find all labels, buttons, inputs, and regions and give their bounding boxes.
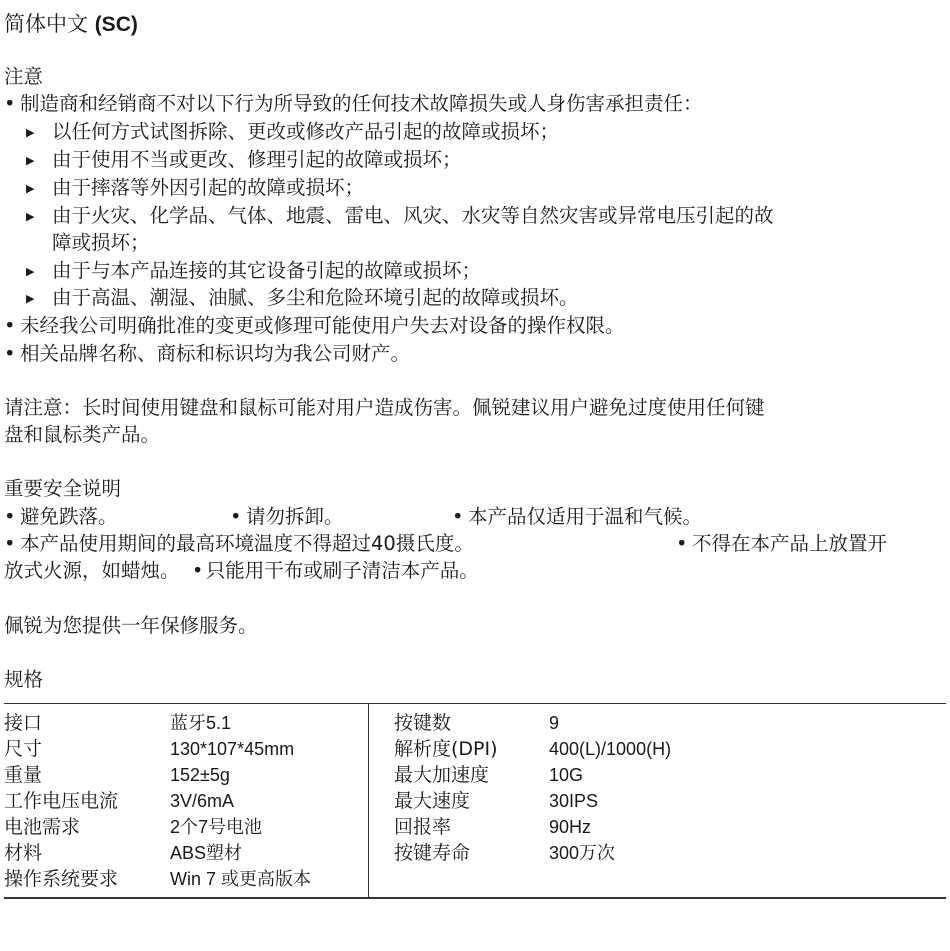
spec-value: ABS塑材 — [170, 843, 243, 863]
spec-table-divider — [368, 704, 369, 897]
spec-row: 回报率 — [394, 816, 452, 838]
safety-item-no-drop: • 避免跌落。 — [4, 505, 118, 528]
spec-value: 130*107*45mm — [170, 739, 295, 759]
specs-heading: 规格 — [4, 668, 44, 691]
notice-heading: 注意 — [4, 65, 44, 88]
safety-row-2 — [4, 530, 946, 557]
spec-value: 152±5g — [170, 765, 230, 785]
spec-value: 400(L)/1000(H) — [549, 739, 672, 759]
safety-row-3 — [4, 557, 479, 584]
notice-bullet-1: • 制造商和经销商不对以下行为所导致的任何技术故障损失或人身伤害承担责任： — [4, 92, 703, 115]
notice-sub-item-1: ▶ 以任何方式试图拆除、更改或修改产品引起的故障或损坏； — [26, 120, 560, 143]
notice-sub-item-5: ▶ 由于与本产品连接的其它设备引起的故障或损坏； — [26, 259, 482, 282]
notice-bullet-2: • 未经我公司明确批准的变更或修理可能使用户失去对设备的操作权限。 — [4, 314, 625, 337]
safety-item-clean: • 只能用干布或刷子清洁本产品。 — [185, 559, 479, 582]
notice-bullet-3: • 相关品牌名称、商标和标识均为我公司财产。 — [4, 342, 411, 365]
spec-row: 最大加速度 — [394, 764, 490, 786]
spec-value: 2个7号电池 — [170, 817, 263, 837]
spec-row: 尺寸 — [4, 738, 43, 760]
spec-value: 30IPS — [549, 791, 599, 811]
spec-value: 9 — [549, 713, 560, 733]
safety-row-1 — [4, 503, 946, 530]
spec-row: 重量 — [4, 764, 43, 786]
warranty-text: 佩锐为您提供一年保修服务。 — [4, 614, 258, 637]
notice-sub-item-4: ▶ 由于火灾、化学品、气体、地震、雷电、风灾、水灾等自然灾害或异常电压引起的故 — [26, 204, 774, 227]
notice-sub-item-2: ▶ 由于使用不当或更改、修理引起的故障或损坏； — [26, 148, 462, 171]
safety-item-no-disassemble: • 请勿拆卸。 — [230, 505, 344, 528]
spec-row: 操作系统要求 — [4, 868, 119, 890]
language-heading — [4, 8, 138, 38]
spec-value: 10G — [549, 765, 584, 785]
notice-sub-item-6: ▶ 由于高温、潮湿、油腻、多尘和危险环境引起的故障或损坏。 — [26, 286, 579, 309]
notice-sub-item-3: ▶ 由于摔落等外因引起的故障或损坏； — [26, 176, 365, 199]
spec-row: 材料 — [4, 842, 43, 864]
spec-value: 蓝牙5.1 — [170, 713, 232, 733]
spec-row: 按键数 — [394, 712, 452, 734]
spec-row: 工作电压电流 — [4, 790, 119, 812]
spec-value: Win 7 或更高版本 — [170, 869, 312, 889]
spec-row: 解析度(DPI) — [394, 738, 498, 760]
spec-value: 300万次 — [549, 843, 616, 863]
spec-row: 最大速度 — [394, 790, 471, 812]
spec-row: 接口 — [4, 712, 43, 734]
language-code: (SC) — [94, 13, 138, 36]
language-name: 简体中文 — [4, 12, 88, 36]
spec-row: 按键寿命 — [394, 842, 471, 864]
caution-line-1: 请注意：长时间使用键盘和鼠标可能对用户造成伤害。佩锐建议用户避免过度使用任何键 — [4, 396, 765, 419]
safety-item-mild-climate: • 本产品仅适用于温和气候。 — [452, 505, 703, 528]
spec-value: 3V/6mA — [170, 791, 235, 811]
safety-item-no-open-flame: • 不得在本产品上放置开 — [676, 532, 888, 555]
spec-row: 电池需求 — [4, 816, 81, 838]
spec-table — [4, 703, 946, 899]
safety-heading: 重要安全说明 — [4, 477, 122, 500]
safety-item-no-open-flame-continued: 放式火源，如蜡烛。 — [4, 559, 180, 582]
notice-sub-item-4-continued: 障或损坏； — [52, 231, 150, 254]
spec-value: 90Hz — [549, 817, 592, 837]
caution-line-2: 盘和鼠标类产品。 — [4, 423, 161, 446]
safety-item-max-temp: • 本产品使用期间的最高环境温度不得超过40摄氏度。 — [4, 532, 474, 555]
